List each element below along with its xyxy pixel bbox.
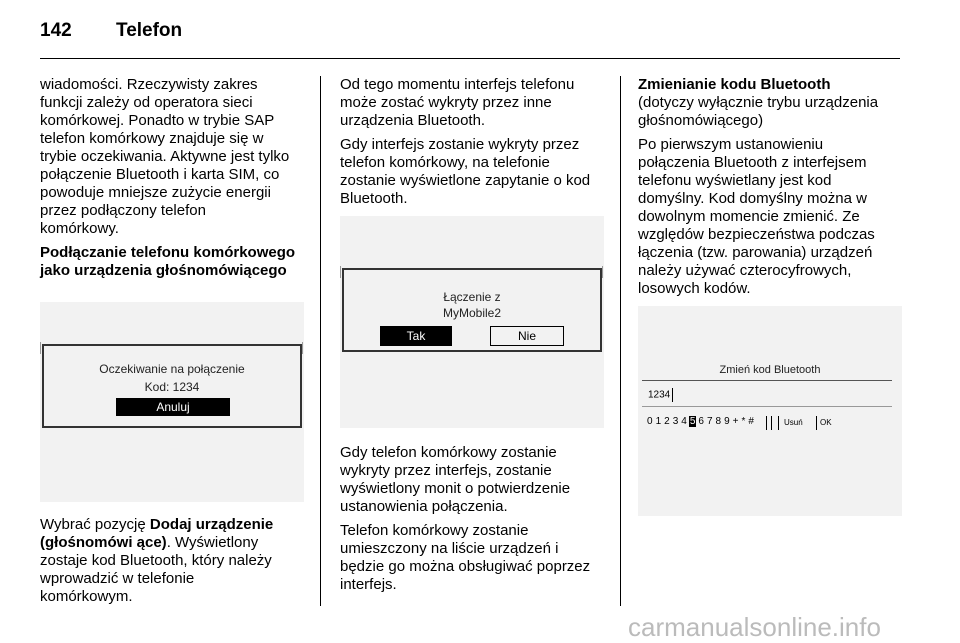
cancel-button[interactable]: Anuluj xyxy=(116,398,230,416)
display-screenshot-waiting xyxy=(40,302,304,502)
connecting-label: Łączenie z xyxy=(443,290,501,304)
keypad-key[interactable]: * xyxy=(741,416,746,427)
no-button[interactable]: Nie xyxy=(490,326,564,346)
code-entry-field[interactable] xyxy=(648,388,673,402)
text-line: trybie oczekiwania. Aktywne jest tylko xyxy=(40,148,290,165)
menu-item-name: Dodaj urządzenie xyxy=(149,516,274,533)
delete-button[interactable]: Usuń xyxy=(784,418,803,427)
text-line: wprowadzić w telefonie xyxy=(40,570,195,587)
text-line: telefon komórkowy, na telefonie xyxy=(340,154,550,171)
keypad-separator xyxy=(778,416,779,430)
text-line: wykryty przez interfejs, zostanie xyxy=(340,462,552,479)
device-name-label: MyMobile2 xyxy=(442,306,502,320)
text-line: łączenia (tzw. parowania) urządzeń xyxy=(638,244,873,261)
text-line: głośnomówiącego) xyxy=(638,112,764,129)
text-line: umieszczony na liście urządzeń i xyxy=(340,540,559,557)
text-line: urządzenia Bluetooth. xyxy=(340,112,486,129)
text-line: komórkowym. xyxy=(40,588,133,605)
frame-mark xyxy=(40,342,41,354)
text-line: Gdy telefon komórkowy zostanie xyxy=(340,444,557,461)
waiting-dialog xyxy=(42,344,302,428)
title-divider xyxy=(642,380,892,381)
text-line: telefon komórkowy znajduje się w xyxy=(40,130,264,147)
frame-mark xyxy=(340,266,341,278)
display-screenshot-connecting xyxy=(340,216,604,428)
keypad-key[interactable]: # xyxy=(748,416,754,427)
page-title: Telefon xyxy=(116,20,183,41)
watermark: carmanualsonline.info xyxy=(628,612,881,642)
text-line: będzie go można obsługiwać poprzez xyxy=(340,558,591,575)
text-line: domyślny. Kod domyślny można w xyxy=(638,190,867,207)
yes-button[interactable]: Tak xyxy=(380,326,452,346)
frame-mark xyxy=(302,342,303,354)
col1-paragraph-2-text xyxy=(40,516,304,606)
keypad-key[interactable]: 7 xyxy=(706,416,713,427)
col3-paragraph-1 xyxy=(638,94,902,130)
keypad-key[interactable]: 1 xyxy=(655,416,662,427)
ok-button[interactable]: OK xyxy=(820,418,832,427)
keypad-key[interactable]: + xyxy=(732,416,739,427)
keypad-key[interactable]: 0 xyxy=(647,416,653,427)
menu-item-name: (głośnomówi ące) xyxy=(40,534,167,551)
keypad-key[interactable]: 9 xyxy=(724,416,730,427)
column-divider xyxy=(620,76,621,606)
col2-paragraph-1 xyxy=(340,76,604,130)
entry-divider xyxy=(642,406,892,407)
column-2 xyxy=(340,76,604,214)
text-line: zostanie wyświetlone zapytanie o kod xyxy=(340,172,591,189)
text-line: połączenie Bluetooth i karta SIM, co xyxy=(40,166,280,183)
text-line: ustanowienia połączenia. xyxy=(340,498,508,515)
text-line: Gdy interfejs zostanie wykryty przez xyxy=(340,136,580,153)
display-screenshot-change-code xyxy=(638,306,902,516)
keypad-key[interactable]: 3 xyxy=(672,416,679,427)
section-heading-change-code: Zmienianie kodu Bluetooth xyxy=(638,76,831,93)
text-line: zostaje kod Bluetooth, który należy xyxy=(40,552,272,569)
column-3 xyxy=(638,76,902,304)
keypad-separator xyxy=(816,416,817,430)
speller-keypad xyxy=(646,416,756,427)
col1-paragraph-2 xyxy=(40,516,304,612)
text-line: dowolnym momencie zmienić. Ze xyxy=(638,208,860,225)
keypad-separator xyxy=(766,416,767,430)
header-divider xyxy=(40,58,900,59)
text-line xyxy=(40,534,304,552)
col2-paragraph-3 xyxy=(340,444,604,516)
keypad-key[interactable]: 2 xyxy=(664,416,670,427)
text-fragment: Wybrać pozycję xyxy=(40,516,150,533)
code-entry-value: 1234 xyxy=(648,389,671,401)
connecting-dialog xyxy=(342,268,602,352)
col2-paragraph-2 xyxy=(340,136,604,208)
text-line: losowych kodów. xyxy=(638,280,751,297)
change-code-title: Zmień kod Bluetooth xyxy=(719,364,821,376)
frame-mark xyxy=(602,266,603,278)
keypad-key-selected[interactable]: 5 xyxy=(689,416,696,427)
text-line: Telefon komórkowy zostanie xyxy=(340,522,529,539)
heading-line: Podłączanie telefonu komórkowego xyxy=(40,244,296,261)
col2-paragraph-4 xyxy=(340,522,604,594)
column-1 xyxy=(40,76,304,280)
text-line: komórkowej. Ponadto w trybie SAP xyxy=(40,112,275,129)
text-fragment: . Wyświetlony xyxy=(166,534,259,551)
text-cursor xyxy=(672,388,673,402)
text-line xyxy=(40,516,304,534)
text-line: może zostać wykryty przez inne xyxy=(340,94,552,111)
text-line: połączenia Bluetooth z interfejsem xyxy=(638,154,867,171)
text-line: telefonu wyświetlany jest kod xyxy=(638,172,832,189)
text-line: względów bezpieczeństwa podczas xyxy=(638,226,875,243)
text-line: wyświetlony monit o potwierdzenie xyxy=(340,480,571,497)
text-line: komórkowy. xyxy=(40,220,119,237)
keypad-separator xyxy=(771,416,772,430)
keypad-key[interactable]: 4 xyxy=(681,416,687,427)
column-2-lower xyxy=(340,444,604,600)
heading-line: jako urządzenia głośnomówiącego xyxy=(40,262,287,279)
text-line: przez podłączony telefon xyxy=(40,202,206,219)
column-divider xyxy=(320,76,321,606)
text-line: interfejs. xyxy=(340,576,397,593)
code-label: Kod: 1234 xyxy=(144,380,200,394)
text-line: Bluetooth. xyxy=(340,190,408,207)
text-line: powoduje mniejsze zużycie energii xyxy=(40,184,271,201)
section-heading-pairing xyxy=(40,244,304,280)
text-line: wiadomości. Rzeczywisty zakres xyxy=(40,76,258,93)
keypad-key[interactable]: 6 xyxy=(698,416,704,427)
text-line: należy używać czterocyfrowych, xyxy=(638,262,852,279)
text-line: Po pierwszym ustanowieniu xyxy=(638,136,824,153)
text-line: funkcji zależy od operatora sieci xyxy=(40,94,253,111)
keypad-key[interactable]: 8 xyxy=(715,416,722,427)
page-number: 142 xyxy=(40,20,72,41)
waiting-label: Oczekiwanie na połączenie xyxy=(99,362,245,376)
page-header xyxy=(40,20,182,44)
col3-paragraph-2 xyxy=(638,136,902,298)
text-line: Od tego momentu interfejs telefonu xyxy=(340,76,575,93)
text-line: (dotyczy wyłącznie trybu urządzenia xyxy=(638,94,879,111)
col1-paragraph-1 xyxy=(40,76,304,238)
